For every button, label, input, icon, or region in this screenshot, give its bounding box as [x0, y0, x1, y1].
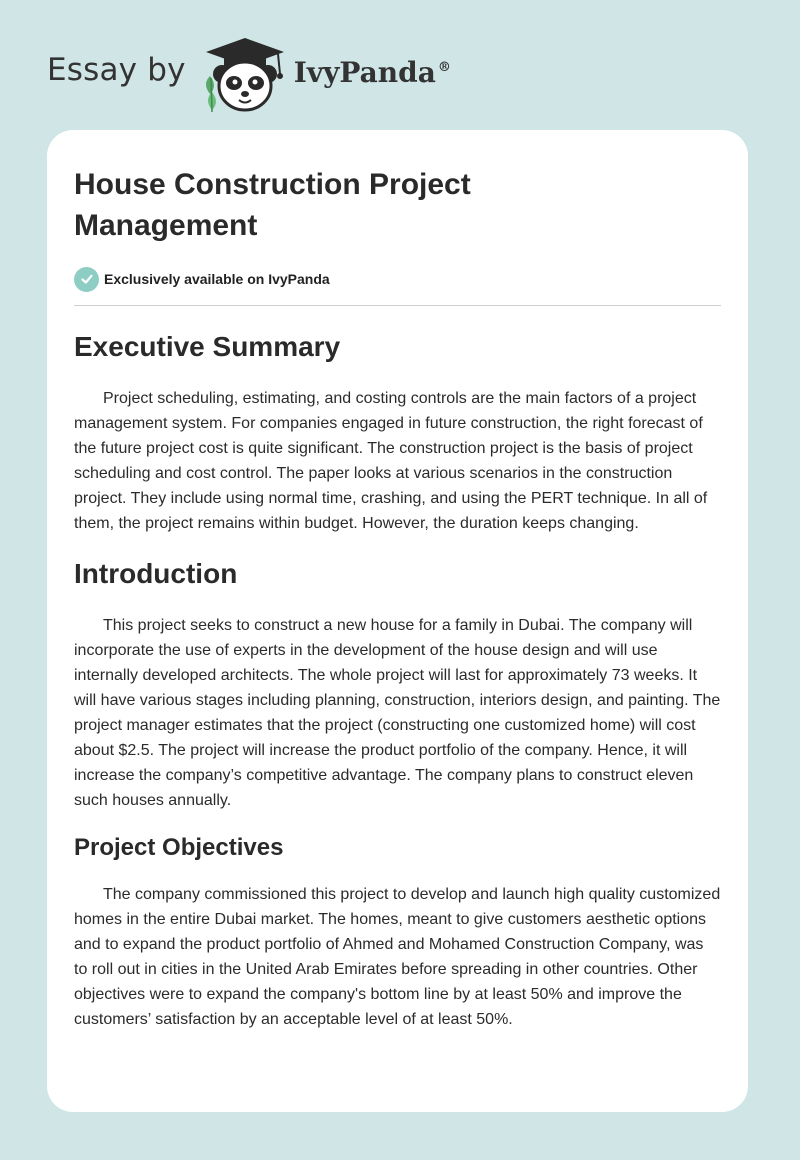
exclusive-badge — [74, 266, 721, 292]
article-title: House Construction Project Management — [74, 168, 471, 242]
section-heading-introduction: Introduction — [74, 558, 238, 589]
site-header — [47, 34, 451, 114]
section-paragraph: Project scheduling, estimating, and costing controls are the main factors of a project management system. For companies engaged in future construction, the right forecast of the future project cost is quite significant. The construction project is the basis of project scheduling and cost control. The paper looks at various scenarios in the construction project. They include using normal time, crashing, and using the PERT technique. In all of them, the project remains within budget. However, the duration keeps changing. — [74, 390, 708, 532]
check-icon — [74, 267, 99, 292]
brand-name[interactable]: IvyPanda ® — [293, 55, 451, 89]
divider — [74, 305, 721, 306]
section-paragraph: This project seeks to construct a new house for a family in Dubai. The company will incorporate the use of experts in the development of the house design and will use internally developed architects. The whole project will last for approximately 73 weeks. It will have various stages including planning, construction, interiors design, and painting. The project manager estimates that the project (constructing one customized home) will cost about $2.5. The project will increase the product portfolio of the company. Hence, it will increase the company’s competitive advantage. The company plans to construct eleven such houses annually. — [74, 617, 721, 809]
essay-by-label: Essay by — [47, 52, 186, 88]
exclusive-label: Exclusively available on IvyPanda — [104, 271, 330, 287]
article-card — [47, 130, 748, 1112]
section-paragraph: The company commissioned this project to develop and launch high quality customized homes in the entire Dubai market. The homes, meant to give customers aesthetic options and to expand the product portfolio of Ahmed and Mohamed Construction Company, was to roll out in cities in the United Arab Emirates before spreading in other countries. Other objectives were to expand the company's bottom line by at least 50% and improve the customers’ satisfaction by an acceptable level of at least 50%. — [74, 886, 721, 1028]
panda-logo-icon[interactable] — [200, 34, 290, 114]
section-heading-project-objectives: Project Objectives — [74, 834, 284, 861]
registered-mark: ® — [437, 60, 451, 76]
section-heading-executive-summary: Executive Summary — [74, 331, 341, 362]
